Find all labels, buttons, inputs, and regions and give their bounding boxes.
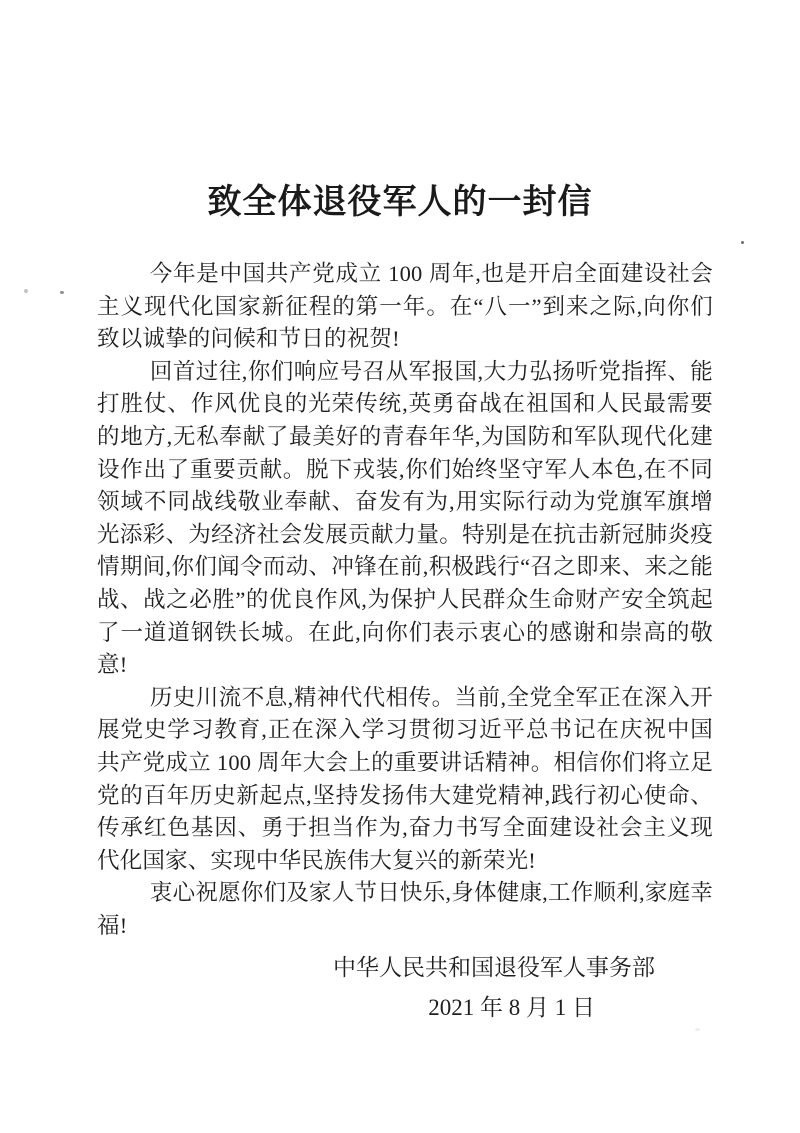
letter-closing-block	[97, 948, 713, 1028]
letter-signature: 中华人民共和国退役军人事务部	[333, 955, 655, 980]
scan-speck	[60, 291, 64, 294]
letter-body	[97, 258, 713, 942]
letter-paragraph-4: 衷心祝愿你们及家人节日快乐,身体健康,工作顺利,家庭幸福!	[97, 880, 713, 938]
letter-paragraph-3: 历史川流不息,精神代代相传。当前,全党全军正在深入开展党史学习教育,正在深入学习贯彻习近平总书记在庆祝中国共产党成立 100 周年大会上的重要讲话精神。相信你们将立足党的百年历史新起点,坚持发扬伟大建党精神,践行初心使命、传承红色基因、勇于担当作为,奋力书写全面建设社会主义现代化国家、实现中华民族伟大复兴的新荣光!	[97, 684, 713, 873]
scan-speck	[741, 241, 744, 244]
scan-speck	[695, 1028, 700, 1031]
scan-speck	[24, 289, 28, 293]
letter-paragraph-2: 回首过往,你们响应号召从军报国,大力弘扬听党指挥、能打胜仗、作风优良的光荣传统,英勇奋战在祖国和人民最需要的地方,无私奉献了最美好的青春年华,为国防和军队现代化建设作出了重要贡献。脱下戎装,你们始终坚守军人本色,在不同领域不同战线敬业奉献、奋发有为,用实际行动为党旗军旗增光添彩、为经济社会发展贡献力量。特别是在抗击新冠肺炎疫情期间,你们闻令而动、冲锋在前,积极践行“召之即来、来之能战、战之必胜”的优良作风,为保护人民群众生命财产安全筑起了一道道钢铁长城。在此,向你们表示衷心的感谢和崇高的敬意!	[97, 358, 713, 678]
letter-date: 2021 年 8 月 1 日	[428, 995, 595, 1020]
letter-paragraph-1: 今年是中国共产党成立 100 周年,也是开启全面建设社会主义现代化国家新征程的第一年。在“八一”到来之际,向你们致以诚挚的问候和节日的祝贺!	[97, 261, 713, 352]
letter-title: 致全体退役军人的一封信	[207, 184, 593, 221]
